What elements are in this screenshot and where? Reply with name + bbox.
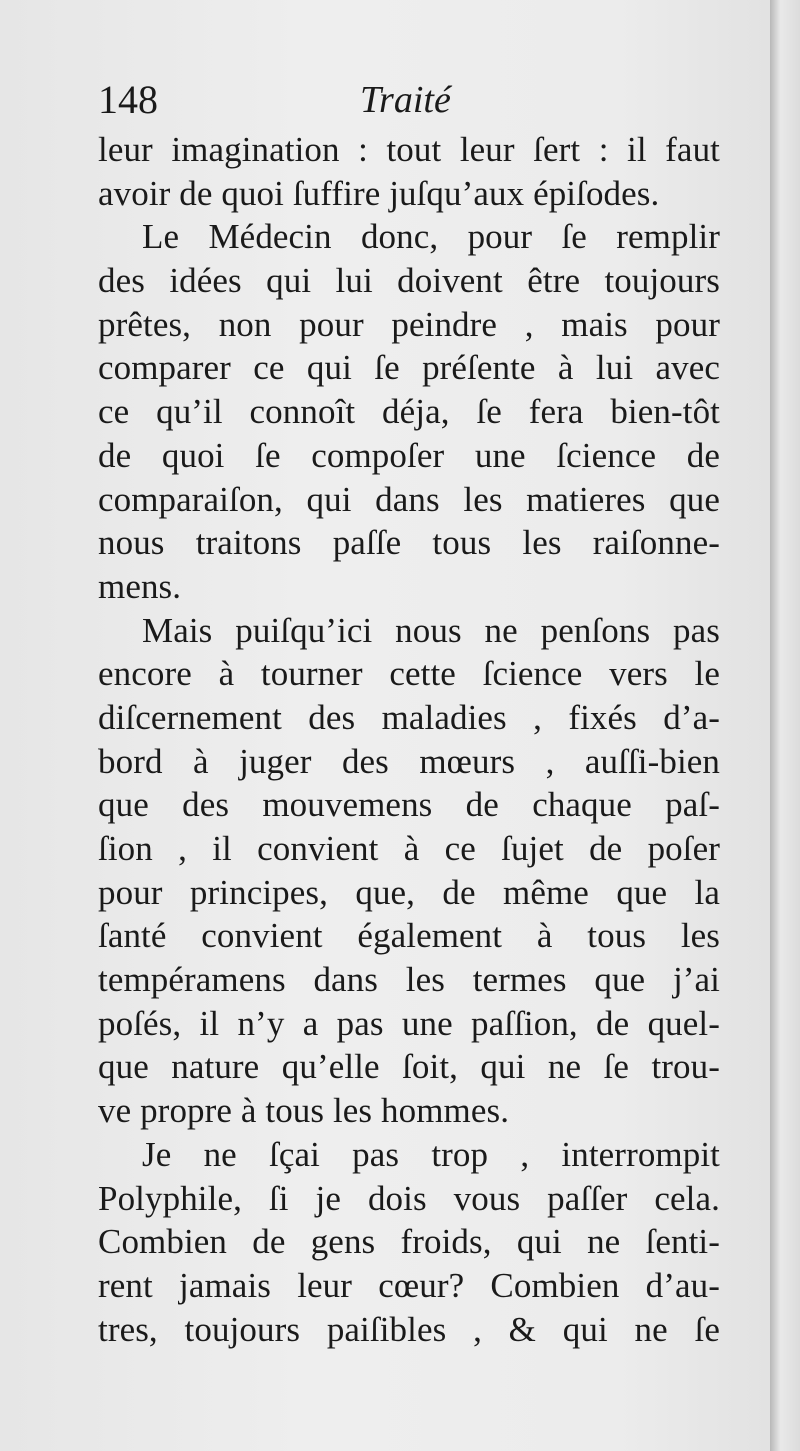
text-line: comparaiſon, qui dans les matieres que — [98, 479, 720, 519]
text-line: comparer ce qui ſe préſente à lui avec — [98, 348, 720, 388]
text-line: que nature qu’elle ſoit, qui ne ſe trou- — [98, 1047, 720, 1087]
running-title: Traité — [360, 79, 451, 121]
text-line: ce qu’il connoît déja, ſe fera bien-tôt — [98, 392, 720, 432]
text-line: tempéramens dans les termes que j’ai — [98, 960, 720, 1000]
text-line: ve propre à tous les hommes. — [98, 1091, 510, 1131]
text-line: pour principes, que, de même que la — [98, 872, 720, 912]
text-line: de quoi ſe compoſer une ſcience de — [98, 435, 720, 475]
text-line: prêtes, non pour peindre , mais pour — [98, 304, 720, 344]
text-line: mens. — [98, 566, 182, 606]
text-line: Mais puiſqu’ici nous ne penſons pas — [142, 610, 720, 650]
text-line: Polyphile, ſi je dois vous paſſer cela. — [98, 1178, 720, 1218]
text-line: poſés, il n’y a pas une paſſion, de quel- — [98, 1003, 720, 1043]
text-line: Combien de gens froids, qui ne ſenti- — [98, 1222, 720, 1262]
text-line: des idées qui lui doivent être toujours — [98, 261, 720, 301]
text-line: encore à tourner cette ſcience vers le — [98, 654, 720, 694]
text-line: Le Médecin donc, pour ſe remplir — [142, 217, 720, 257]
text-line: avoir de quoi ſuffire juſqu’aux épiſodes. — [98, 173, 660, 213]
text-line: Je ne ſçai pas trop , interrompit — [142, 1134, 720, 1174]
text-line: que des mouvemens de chaque paſ- — [98, 785, 720, 825]
text-line: rent jamais leur cœur? Combien d’au- — [98, 1265, 720, 1305]
text-line: nous traitons paſſe tous les raiſonne- — [98, 523, 720, 563]
body-text — [98, 128, 720, 1351]
text-line: tres, toujours paiſibles , & qui ne ſe — [98, 1309, 720, 1349]
text-line: ſanté convient également à tous les — [98, 916, 720, 956]
text-line: diſcernement des maladies , fixés d’a- — [98, 697, 720, 737]
text-line: ſion , il convient à ce ſujet de poſer — [98, 829, 720, 868]
text-line: bord à juger des mœurs , auſſi-bien — [98, 741, 720, 781]
page-edge — [770, 0, 800, 1451]
page-header — [98, 76, 720, 124]
text-line: leur imagination : tout leur ſert : il faut — [98, 130, 720, 169]
page-number: 148 — [98, 77, 158, 122]
